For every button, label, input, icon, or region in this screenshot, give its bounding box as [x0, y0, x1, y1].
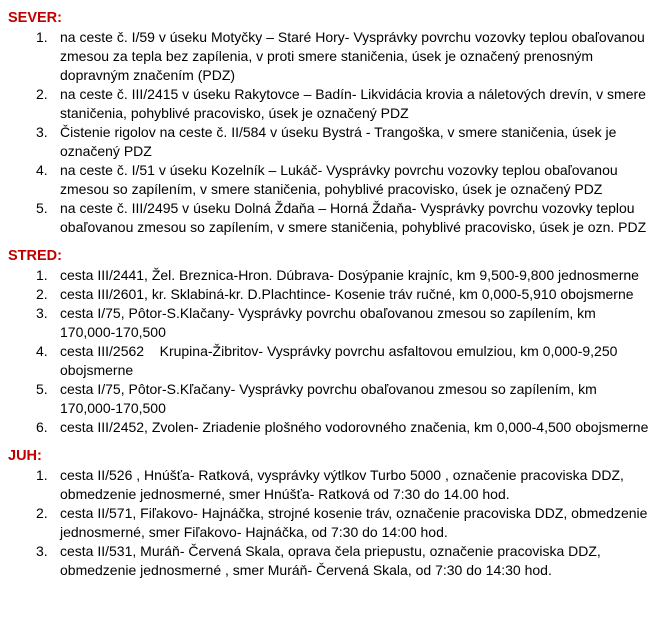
- stred-item-list: [8, 266, 652, 437]
- section-heading-stred: STRED:: [8, 248, 62, 264]
- juh-item-list: [8, 466, 652, 580]
- section-heading-sever: SEVER:: [8, 10, 62, 26]
- sever-item-list: [8, 28, 652, 237]
- list-item: cesta III/2562 Krupina-Žibritov- Vysprávky povrchu asfaltovou emulziou, km 0,000-9,250 obojsmerne: [60, 343, 622, 378]
- list-item: cesta III/2441, Žel. Breznica-Hron. Dúbrava- Dosýpanie krajníc, km 9,500-9,800 jednosmerne: [60, 267, 639, 283]
- section-heading-juh: JUH:: [8, 448, 42, 464]
- section-juh: [8, 447, 652, 580]
- section-stred: [8, 247, 652, 437]
- list-item: cesta I/75, Pôtor-S.Klačany- Vysprávky povrchu obaľovanou zmesou so zapílením, km 170,000-170,500: [60, 305, 600, 340]
- list-item: cesta II/526 , Hnúšťa- Ratková, vysprávky výtlkov Turbo 5000 , označenie pracoviska DDZ, obmedzenie jednosmerné, smer Hnúšťa- Ratková od 7:30 do 14.00 hod.: [60, 467, 628, 502]
- list-item: na ceste č. III/2415 v úseku Rakytovce – Badín- Likvidácia krovia a náletových drevín, v smere staničenia, pohyblivé pracovisko, úsek je označený PDZ: [60, 86, 650, 121]
- list-item: cesta III/2601, kr. Sklabiná-kr. D.Plachtince- Kosenie tráv ručné, km 0,000-5,910 obojsmerne: [60, 286, 634, 302]
- section-sever: [8, 9, 652, 237]
- list-item: cesta III/2452, Zvolen- Zriadenie plošného vodorovného značenia, km 0,000-4,500 obojsmerne: [60, 419, 649, 435]
- list-item: cesta II/531, Muráň- Červená Skala, oprava čela priepustu, označenie pracoviska DDZ, obmedzenie jednosmerné , smer Muráň- Červená Skala, od 7:30 do 14:30 hod.: [60, 543, 605, 578]
- list-item: cesta I/75, Pôtor-S.Kľačany- Vysprávky povrchu obaľovanou zmesou so zapílením, km 170,000-170,500: [60, 381, 601, 416]
- list-item: na ceste č. I/51 v úseku Kozelník – Lukáč- Vysprávky povrchu vozovky teplou obaľovanou zmesou so zapílením, v smere staničenia, pohyblivé pracovisko, úsek je označený PDZ: [60, 162, 622, 197]
- list-item: na ceste č. I/59 v úseku Motyčky – Staré Hory- Vysprávky povrchu vozovky teplou obaľovanou zmesou za tepla bez zapílenia, v proti smere staničenia, úsek je označený prenosným dopravným značením (PDZ): [60, 29, 649, 83]
- list-item: na ceste č. III/2495 v úseku Dolná Ždaňa – Horná Ždaňa- Vysprávky povrchu vozovky teplou obaľovanou zmesou so zapílením, v smere staničenia, pohyblivé pracovisko, úsek je ozn. PDZ: [60, 200, 647, 235]
- list-item: Čistenie rigolov na ceste č. II/584 v úseku Bystrá - Trangoška, v smere staničenia, úsek je označený PDZ: [60, 124, 621, 159]
- list-item: cesta II/571, Fiľakovo- Hajnáčka, strojné kosenie tráv, označenie pracoviska DDZ, obmedzenie jednosmerné, smer Fiľakovo- Hajnáčka, od 7:30 do 14:00 hod.: [60, 505, 652, 540]
